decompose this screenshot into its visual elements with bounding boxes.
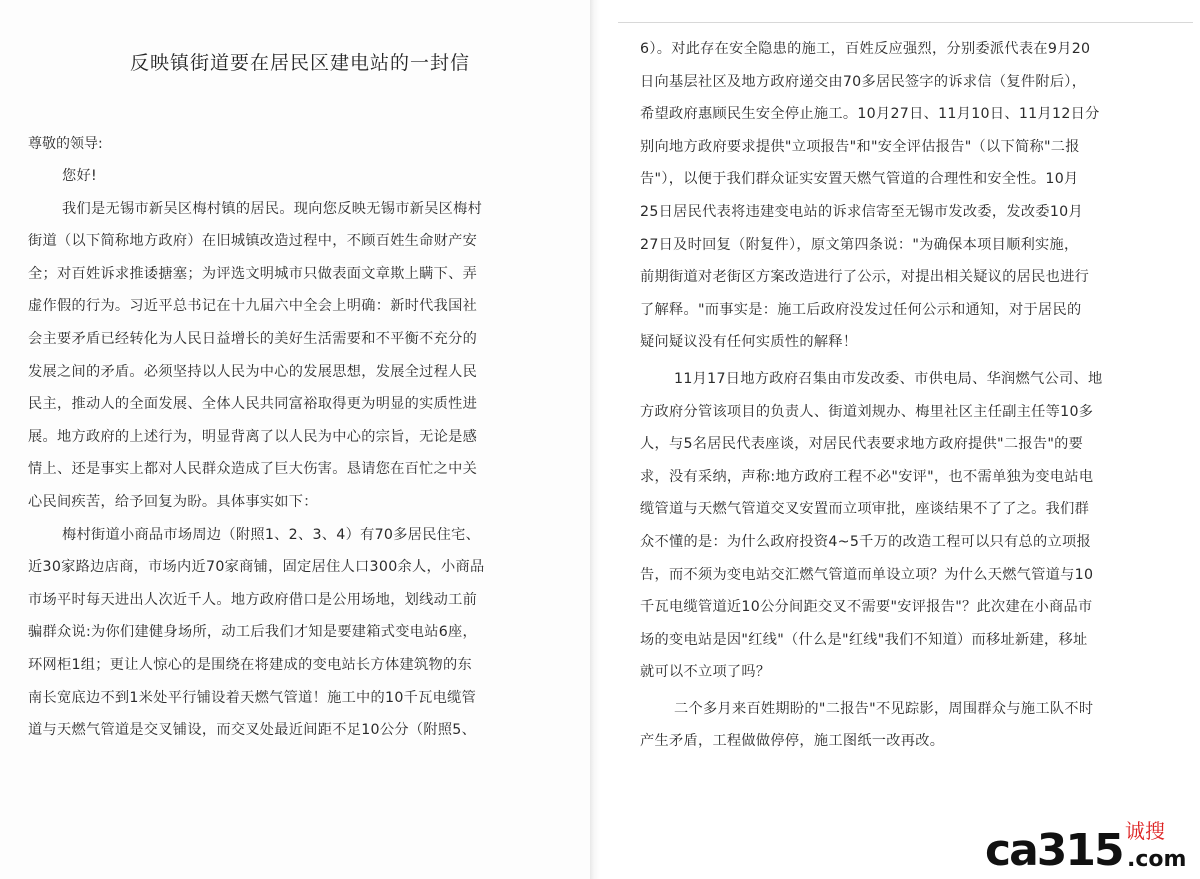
left-page [0, 0, 590, 879]
text-line: 前期街道对老街区方案改造进行了公示，对提出相关疑议的居民也进行 [640, 269, 1090, 286]
watermark-domain: .com [1127, 847, 1187, 872]
text-line: 日向基层社区及地方政府递交由70多居民签字的诉求信（复件附后）， [640, 73, 1087, 90]
text-line: 27日及时回复（附复件），原文第四条说："为确保本项目顺利实施， [640, 236, 1079, 253]
text-line: 我们是无锡市新吴区梅村镇的居民。现向您反映无锡市新吴区梅村 [62, 200, 483, 217]
text-line: 虚作假的行为。习近平总书记在十九届六中全会上明确：新时代我国社 [28, 298, 478, 315]
text-line: 梅村街道小商品市场周边（附照1、2、3、4）有70多居民住宅、 [62, 526, 481, 543]
text-line: 25日居民代表将违建变电站的诉求信寄至无锡市发改委，发改委10月 [640, 203, 1083, 220]
watermark-logo [985, 815, 1195, 875]
text-line: 11月17日地方政府召集由市发改委、市供电局、华润燃气公司、地 [674, 370, 1103, 387]
text-line: 南长宽底边不到1米处平行铺设着天燃气管道！施工中的10千瓦电缆管 [28, 689, 477, 706]
text-line: 千瓦电缆管道近10公分间距交叉不需要"安评报告"？此次建在小商品市 [640, 599, 1093, 616]
text-line: 场的变电站是因"红线"（什么是"红线"我们不知道）而移址新建，移址 [640, 631, 1088, 648]
text-line: 道与天燃气管道是交叉铺设，而交叉处最近间距不足10公分（附照5、 [28, 722, 477, 739]
text-line: 别向地方政府要求提供"立项报告"和"安全评估报告"（以下简称"二报 [640, 138, 1080, 155]
salutation: 尊敬的领导: [28, 136, 103, 152]
right-body [640, 33, 1180, 758]
text-line: 环网柜1组；更让人惊心的是围绕在将建成的变电站长方体建筑物的东 [28, 656, 472, 673]
text-line: 全；对百姓诉求推诿搪塞；为评选文明城市只做表面文章欺上瞒下、弄 [28, 265, 478, 282]
text-line: 产生矛盾，工程做做停停，施工图纸一改再改。 [640, 733, 945, 750]
text-line: 街道（以下简称地方政府）在旧城镇改造过程中，不顾百姓生命财产安 [28, 233, 478, 250]
text-line: 情上、还是事实上都对人民群众造成了巨大伤害。恳请您在百忙之中关 [28, 461, 478, 478]
text-line: 民主，推动人的全面发展、全体人民共同富裕取得更为明显的实质性进 [28, 396, 478, 413]
text-line: 希望政府惠顾民生安全停止施工。10月27日、11月10日、11月12日分 [640, 106, 1100, 123]
text-line: 就可以不立项了吗？ [640, 664, 771, 681]
text-line: 人，与5名居民代表座谈，对居民代表要求地方政府提供"二报告"的要 [640, 436, 1084, 453]
text-line: 求，没有采纳，声称:地方政府工程不必"安评"，也不需单独为变电站电 [640, 468, 1094, 485]
watermark-cn: 诚搜 [1125, 819, 1165, 843]
text-line: 市场平时每天进出人次近千人。地方政府借口是公用场地，划线动工前 [28, 591, 478, 608]
text-line: 6）。对此存在安全隐患的施工，百姓反应强烈，分别委派代表在9月20 [640, 41, 1091, 57]
text-line: 骗群众说:为你们建健身场所，动工后我们才知是要建箱式变电站6座， [28, 624, 478, 641]
text-line: 了解释。"而事实是：施工后政府没发过任何公示和通知，对于居民的 [640, 301, 1082, 318]
text-line: 方政府分管该项目的负责人、街道刘规办、梅里社区主任副主任等10多 [640, 403, 1094, 420]
left-body [28, 160, 583, 747]
text-line: 心民间疾苦，给予回复为盼。具体事实如下： [28, 493, 318, 510]
letter-title: 反映镇街道要在居民区建电站的一封信 [129, 52, 470, 74]
text-line: 众不懂的是：为什么政府投资4~5千万的改造工程可以只有总的立项报 [640, 533, 1091, 550]
text-line: 发展之间的矛盾。必须坚持以人民为中心的发展思想，发展全过程人民 [28, 363, 478, 380]
text-line: 会主要矛盾已经转化为人民日益增长的美好生活需要和不平衡不充分的 [28, 330, 478, 347]
text-line: 展。地方政府的上述行为，明显背离了以人民为中心的宗旨，无论是感 [28, 428, 478, 445]
watermark-brand: ca315 [985, 825, 1123, 876]
text-line: 您好! [62, 168, 97, 184]
page-gutter [590, 0, 600, 879]
text-line: 近30家路边店商，市场内近70家商铺，固定居住人口300余人，小商品 [28, 559, 485, 576]
text-line: 缆管道与天燃气管道交叉安置而立项审批，座谈结果不了了之。我们群 [640, 501, 1090, 518]
text-line: 告，而不须为变电站交汇燃气管道而单设立项？为什么天燃气管道与10 [640, 566, 1094, 583]
top-rule [618, 22, 1193, 23]
text-line: 疑问疑议没有任何实质性的解释！ [640, 334, 858, 351]
text-line: 二个多月来百姓期盼的"二报告"不见踪影，周围群众与施工队不时 [674, 700, 1094, 717]
text-line: 告"），以便于我们群众证实安置天燃气管道的合理性和安全性。10月 [640, 171, 1079, 188]
